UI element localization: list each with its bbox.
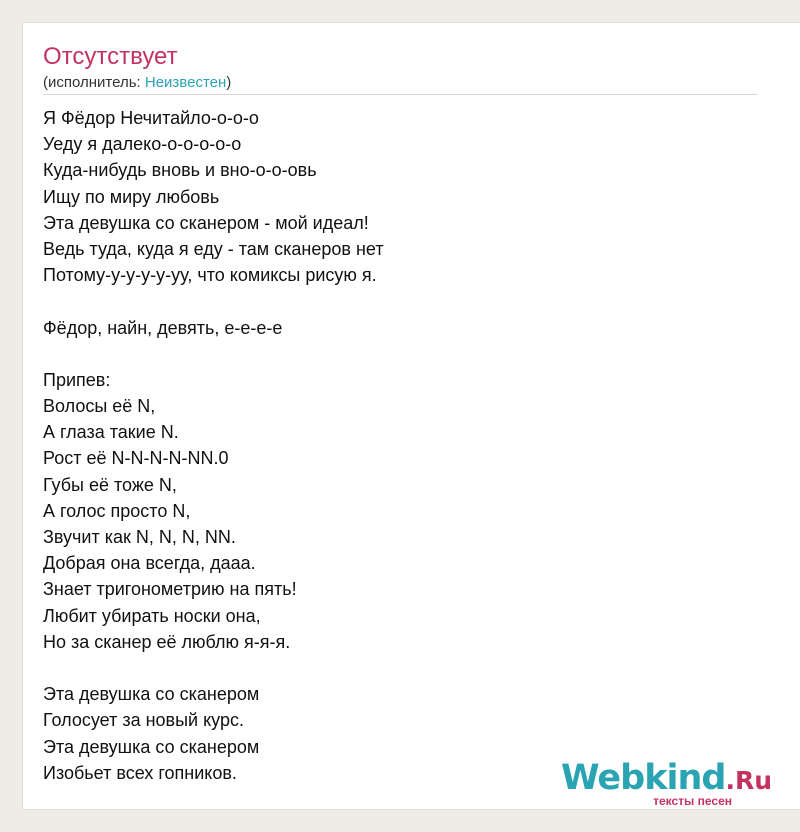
lyrics-line: Знает тригонометрию на пять! [43, 579, 297, 600]
lyrics-line: Эта девушка со сканером - мой идеал! [43, 212, 369, 233]
lyrics-line: Ведь туда, куда я еду - там сканеров нет [43, 238, 384, 259]
artist-suffix: ) [226, 74, 232, 91]
logo-tagline: тексты песен [653, 794, 732, 808]
lyrics-line: Губы её тоже N, [43, 474, 177, 495]
lyrics-line: Но за сканер её люблю я-я-я. [43, 631, 291, 652]
lyrics-line: Любит убирать носки она, [43, 605, 261, 626]
lyrics-line: А глаза такие N. [43, 422, 179, 443]
lyrics-line: Звучит как N, N, N, NN. [43, 527, 236, 547]
lyrics-line: А голос просто N, [43, 500, 191, 521]
artist-link[interactable]: Неизвестен [144, 74, 227, 91]
lyrics-line: Потому-у-у-у-у-уу, что комиксы рисую я. [43, 265, 377, 286]
lyrics-text [43, 105, 384, 786]
lyrics-blank-line [43, 288, 384, 314]
artist-line [43, 73, 231, 93]
lyrics-line: Эта девушка со сканером [43, 736, 260, 757]
lyrics-line: Припев: [43, 369, 111, 390]
lyrics-line: Уеду я далеко-о-о-о-о-о [43, 134, 242, 155]
lyrics-line: Фёдор, найн, девять, е-е-е-е [43, 317, 283, 338]
lyrics-line: Изобьет всех гопников. [43, 762, 237, 783]
lyrics-line: Голосует за новый курс. [43, 710, 244, 731]
song-title: Отсутствует [43, 43, 178, 70]
lyrics-line: Куда-нибудь вновь и вно-о-о-овь [43, 160, 317, 181]
lyrics-blank-line [43, 341, 384, 367]
lyrics-line: Ищу по миру любовь [43, 186, 220, 207]
lyrics-line: Волосы её N, [43, 396, 156, 417]
lyrics-line: Я Фёдор Нечитайло-о-о-о [43, 108, 259, 128]
logo-tld: .Ru [725, 766, 772, 795]
site-logo[interactable] [561, 760, 772, 807]
lyrics-line: Добрая она всегда, дааа. [43, 553, 256, 574]
lyrics-blank-line [43, 655, 384, 681]
lyrics-line: Эта девушка со сканером [43, 684, 260, 705]
lyrics-card [22, 22, 800, 810]
title-divider [43, 94, 757, 95]
artist-prefix: (исполнитель: [43, 74, 145, 91]
logo-word: Webkind [561, 758, 726, 798]
lyrics-line: Рост её N-N-N-N-NN.0 [43, 448, 229, 469]
